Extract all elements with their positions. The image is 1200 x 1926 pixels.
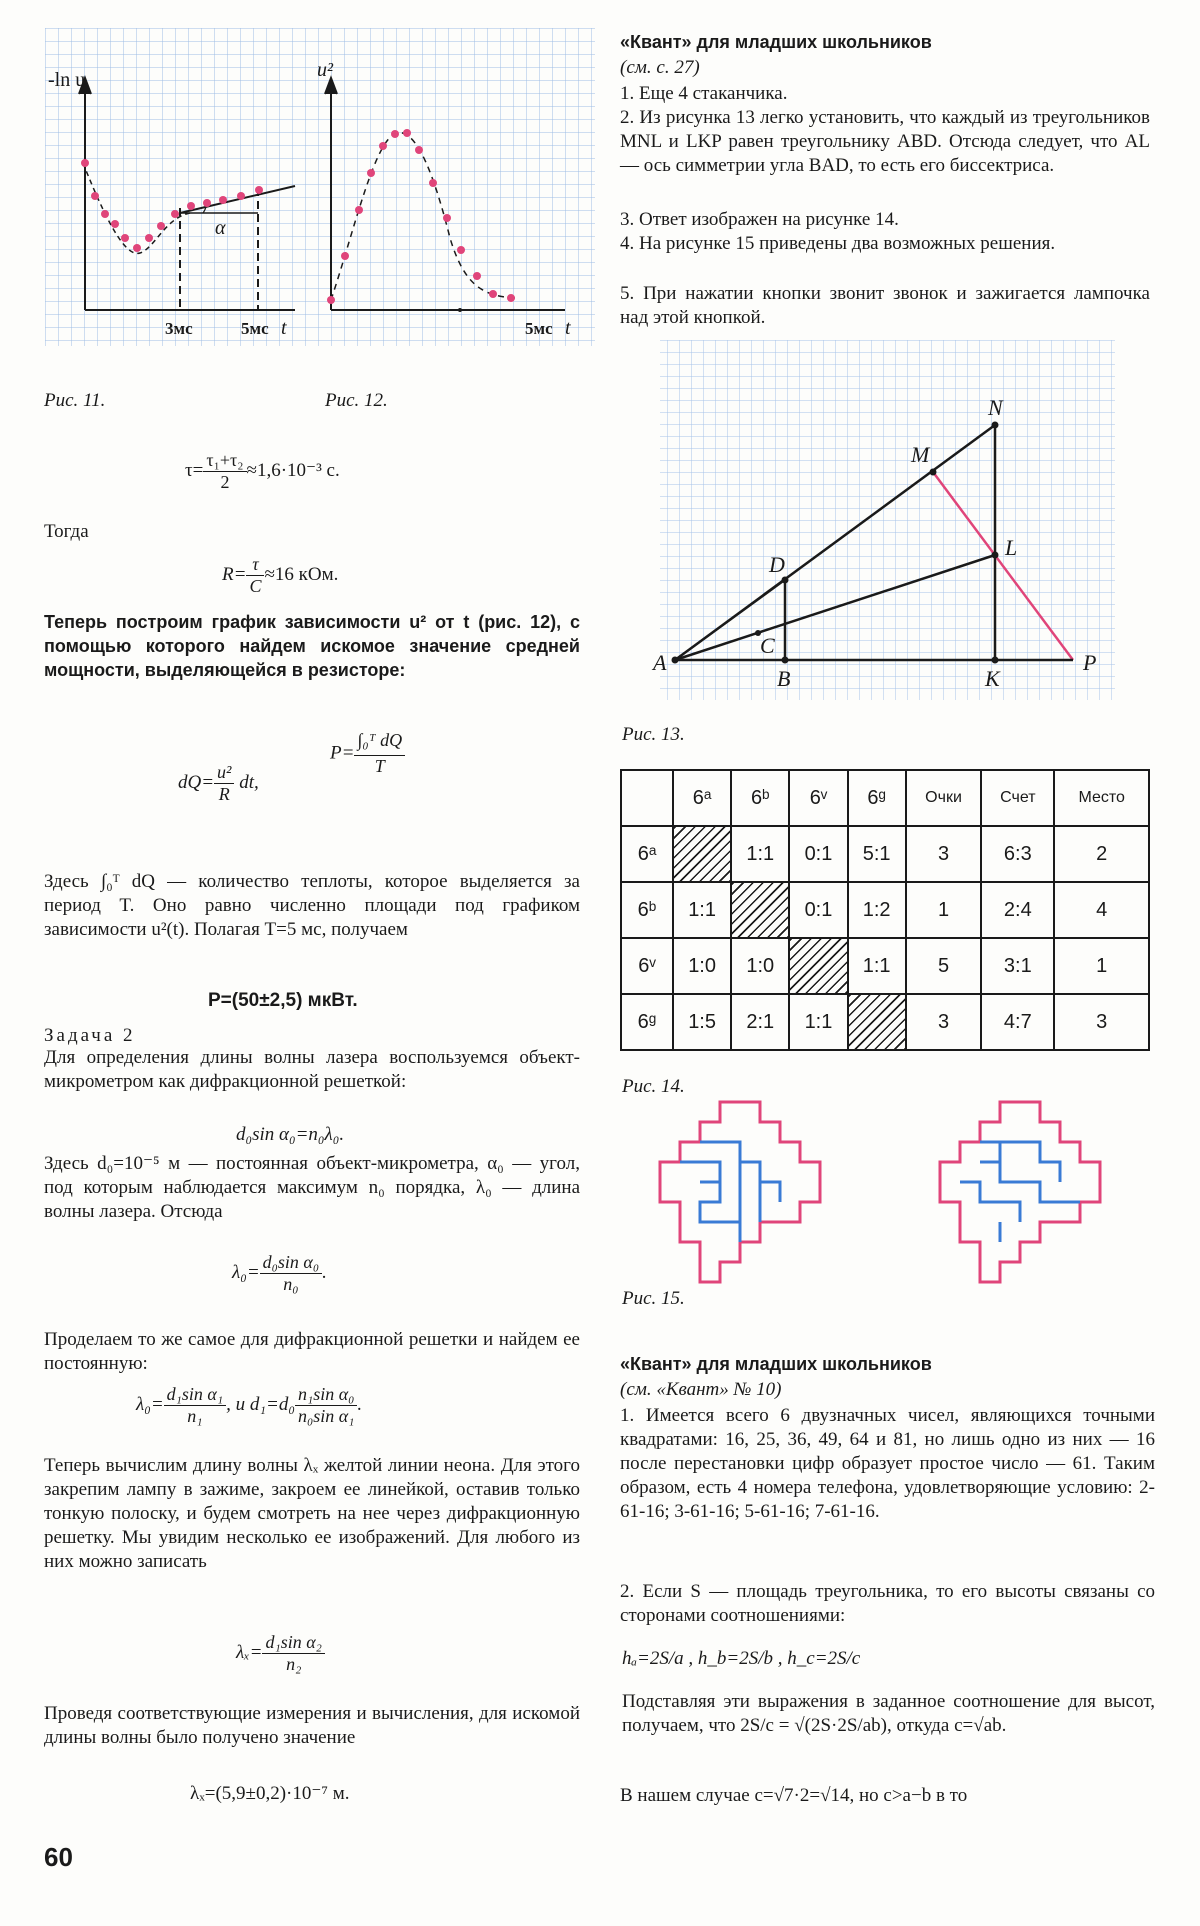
table-cell: 2:4: [981, 882, 1054, 938]
fig12-caption: Рис. 12.: [325, 390, 388, 411]
paragraph-grating: Проделаем то же самое для дифракционной решетки и найдем ее постоянную:: [44, 1329, 580, 1374]
tau-formula: τ= $\frac{\text{τ₁+τ₂}}{2}$ ≈1,6·10⁻³ с.: [185, 450, 340, 492]
point-N: N: [988, 395, 1003, 420]
resistance-formula: R= $\frac{\tau}{C}$ ≈16 кОм.: [222, 554, 339, 596]
table-header-cell: 6ᵃ: [673, 770, 731, 826]
table-cell: 1:1: [848, 938, 906, 994]
table-cell: 6ᵛ: [621, 938, 673, 994]
table-row: [621, 994, 1149, 1050]
table-cell: 1:0: [731, 938, 789, 994]
table-row: [621, 938, 1149, 994]
table-cell-hatched: [848, 994, 906, 1050]
table-header-cell: Место: [1054, 770, 1149, 826]
fig13-caption: Рис. 13.: [622, 724, 685, 745]
fig15-puzzle-solutions: [660, 1090, 1120, 1300]
section-ref-1: (см. с. 27): [620, 57, 700, 78]
table-header-row: [621, 770, 1149, 826]
point-D: D: [769, 552, 785, 577]
grating-equation: d₀sin α₀=n₀λ₀.: [236, 1124, 345, 1145]
table-cell: 3: [906, 826, 982, 882]
table-header-cell: 6ᵇ: [731, 770, 789, 826]
table-cell: 1:1: [789, 994, 847, 1050]
table-header-cell: Очки: [906, 770, 982, 826]
table-cell: 5: [906, 938, 982, 994]
table-cell-hatched: [673, 826, 731, 882]
fig15-solution-1: [660, 1102, 820, 1282]
table-cell: 1:2: [848, 882, 906, 938]
point-A: A: [653, 650, 667, 675]
table-cell: 2: [1054, 826, 1149, 882]
section-heading-2: «Квант» для младших школьников: [620, 1354, 932, 1374]
lambda0-formula: λ₀= $\frac{\text{d₀sin α₀}}{\text{n₀}}$ .: [232, 1252, 327, 1294]
paragraph-measurement: Проведя соответствующие измерения и вычисления, для искомой длины волны было получено значение: [44, 1703, 580, 1748]
section-ref-2: (см. «Квант» № 10): [620, 1379, 782, 1400]
answer-b1: 1. Имеется всего 6 двузначных чисел, являющихся точными квадратами: 16, 25, 36, 49, 64 и 81, но лишь одно из них — 16 после перестановки цифр образует простое число — 61. Таким образом, есть 4 номера телефона, удовлетворяющие условию: 2-61-16; 3-61-16; 5-61-16; 7-61-16.: [620, 1405, 1155, 1522]
table-header-cell: [621, 770, 673, 826]
table-cell: 3: [906, 994, 982, 1050]
table-cell: 6ᵃ: [621, 826, 673, 882]
fig14-results-table: [620, 769, 1150, 1051]
answer-b2: 2. Если S — площадь треугольника, то его высоты связаны со сторонами соотношениями:: [620, 1581, 1155, 1626]
answer-4: 4. На рисунке 15 приведены два возможных решения.: [620, 233, 1056, 254]
table-cell: 1:1: [673, 882, 731, 938]
table-cell: 3:1: [981, 938, 1054, 994]
table-cell: 0:1: [789, 882, 847, 938]
table-header-cell: 6ᵛ: [789, 770, 847, 826]
table-cell: 0:1: [789, 826, 847, 882]
fig11-ylabel: -ln u: [48, 69, 86, 91]
task2-title: Задача 2: [44, 1025, 136, 1046]
table-cell-hatched: [789, 938, 847, 994]
page-number: 60: [44, 1842, 73, 1872]
answer-5: 5. При нажатии кнопки звонит звонок и зажигается лампочка над этой кнопкой.: [620, 283, 1150, 328]
fig12-xlabel: t: [565, 317, 571, 339]
table-cell: 2:1: [731, 994, 789, 1050]
table-cell: 3: [1054, 994, 1149, 1050]
dq-formula: dQ= $\frac{\text{u²}}{R}$ dt,: [178, 762, 259, 804]
table-row: [621, 826, 1149, 882]
point-K: K: [985, 666, 1000, 691]
table-header-cell: 6ᵍ: [848, 770, 906, 826]
point-L: L: [1005, 535, 1018, 560]
fig12-ylabel: u²: [317, 59, 333, 81]
fig15-solution-2: [940, 1102, 1100, 1282]
answer-2: 2. Из рисунка 13 легко установить, что каждый из треугольников MNL и LKP равен треугольнику ABD. Отсюда следует, что AL — ось симметрии угла BAD, то есть его биссектриса.: [620, 107, 1150, 176]
table-cell: 1:1: [731, 826, 789, 882]
paragraph-neon: Теперь вычислим длину волны λₓ желтой линии неона. Для этого закрепим лампу в зажиме, закроем ее линейкой, оставив только тонкую полоску, и будем смотреть на нее через дифракционную решетку. Мы увидим несколько ее изображений. Для любого из них можно записать: [44, 1455, 580, 1572]
paragraph-micrometer: Здесь d₀=10⁻⁵ м — постоянная объект-микрометра, α₀ — угол, под которым наблюдается максимум n₀ порядка, λ₀ — длина волны лазера. Отсюда: [44, 1153, 580, 1222]
table-cell: 1: [1054, 938, 1149, 994]
table-cell: 6ᵇ: [621, 882, 673, 938]
lambdax-formula: λₓ= $\frac{\text{d₁sin α₂}}{\text{n₂}}$: [236, 1632, 325, 1675]
answer-b3: В нашем случае c=√7·2=√14, но c>a−b в то: [620, 1785, 968, 1806]
fig11-tick-5ms: 5мс: [241, 319, 269, 338]
table-header-cell: Счет: [981, 770, 1054, 826]
point-B: B: [777, 666, 791, 691]
answer-3: 3. Ответ изображен на рисунке 14.: [620, 209, 899, 230]
power-result: P=(50±2,5) мкВт.: [208, 990, 358, 1011]
fig14-caption: Рис. 14.: [622, 1076, 685, 1097]
fig11-angle-label: α: [215, 217, 226, 239]
point-C: C: [760, 633, 775, 658]
paragraph-graph-u2: Теперь построим график зависимости u² от t (рис. 12), с помощью которого найдем искомое значение средней мощности, выделяющейся в резисторе:: [44, 612, 580, 680]
then-text: Тогда: [44, 521, 89, 542]
point-P: P: [1083, 650, 1097, 675]
table-cell: 1:0: [673, 938, 731, 994]
power-formula: P= $\frac{\text{∫₀ᵀ dQ}}{T}$: [330, 730, 405, 777]
paragraph-heat: Здесь ∫₀ᵀ dQ — количество теплоты, которое выделяется за период T. Оно равно численно площади под графиком зависимости u²(t). Полагая T=5 мс, получаем: [44, 871, 580, 940]
lambda0-d1-formula: λ₀= $\frac{\text{d₁sin α₁}}{\text{n₁}}$ , и d₁=d₀ $\frac{\text{n₁sin α₀}}{\text{n₀sin α₁}}$ .: [136, 1384, 363, 1426]
table-cell-hatched: [731, 882, 789, 938]
height-formulas: hₐ=2S/a , h_b=2S/b , h_c=2S/c: [622, 1648, 861, 1669]
table-row: [621, 882, 1149, 938]
fig11-caption: Рис. 11.: [44, 390, 106, 411]
table-cell: 1: [906, 882, 982, 938]
lambdax-result: λₓ=(5,9±0,2)·10⁻⁷ м.: [190, 1783, 350, 1804]
fig13-triangle-diagram: [655, 340, 1125, 700]
table-cell: 4: [1054, 882, 1149, 938]
fig11-fig12-graphs: [45, 28, 595, 348]
answer-b2-continued: Подставляя эти выражения в заданное соотношение для высот, получаем, что 2S/c = √(2S·2S/ab), откуда c=√ab.: [622, 1691, 1155, 1736]
answer-1: 1. Еще 4 стаканчика.: [620, 83, 788, 104]
table-cell: 1:5: [673, 994, 731, 1050]
table-cell: 6:3: [981, 826, 1054, 882]
table-cell: 6ᵍ: [621, 994, 673, 1050]
paragraph-laser: Для определения длины волны лазера воспользуемся объект-микрометром как дифракционной решеткой:: [44, 1047, 580, 1092]
fig15-caption: Рис. 15.: [622, 1288, 685, 1309]
table-cell: 4:7: [981, 994, 1054, 1050]
fig11-xlabel: t: [281, 317, 287, 339]
point-M: M: [911, 442, 930, 467]
table-cell: 5:1: [848, 826, 906, 882]
fig12-tick-5ms: 5мс: [525, 319, 553, 338]
section-heading-1: «Квант» для младших школьников: [620, 32, 932, 52]
fig11-tick-3ms: 3мс: [165, 319, 193, 338]
